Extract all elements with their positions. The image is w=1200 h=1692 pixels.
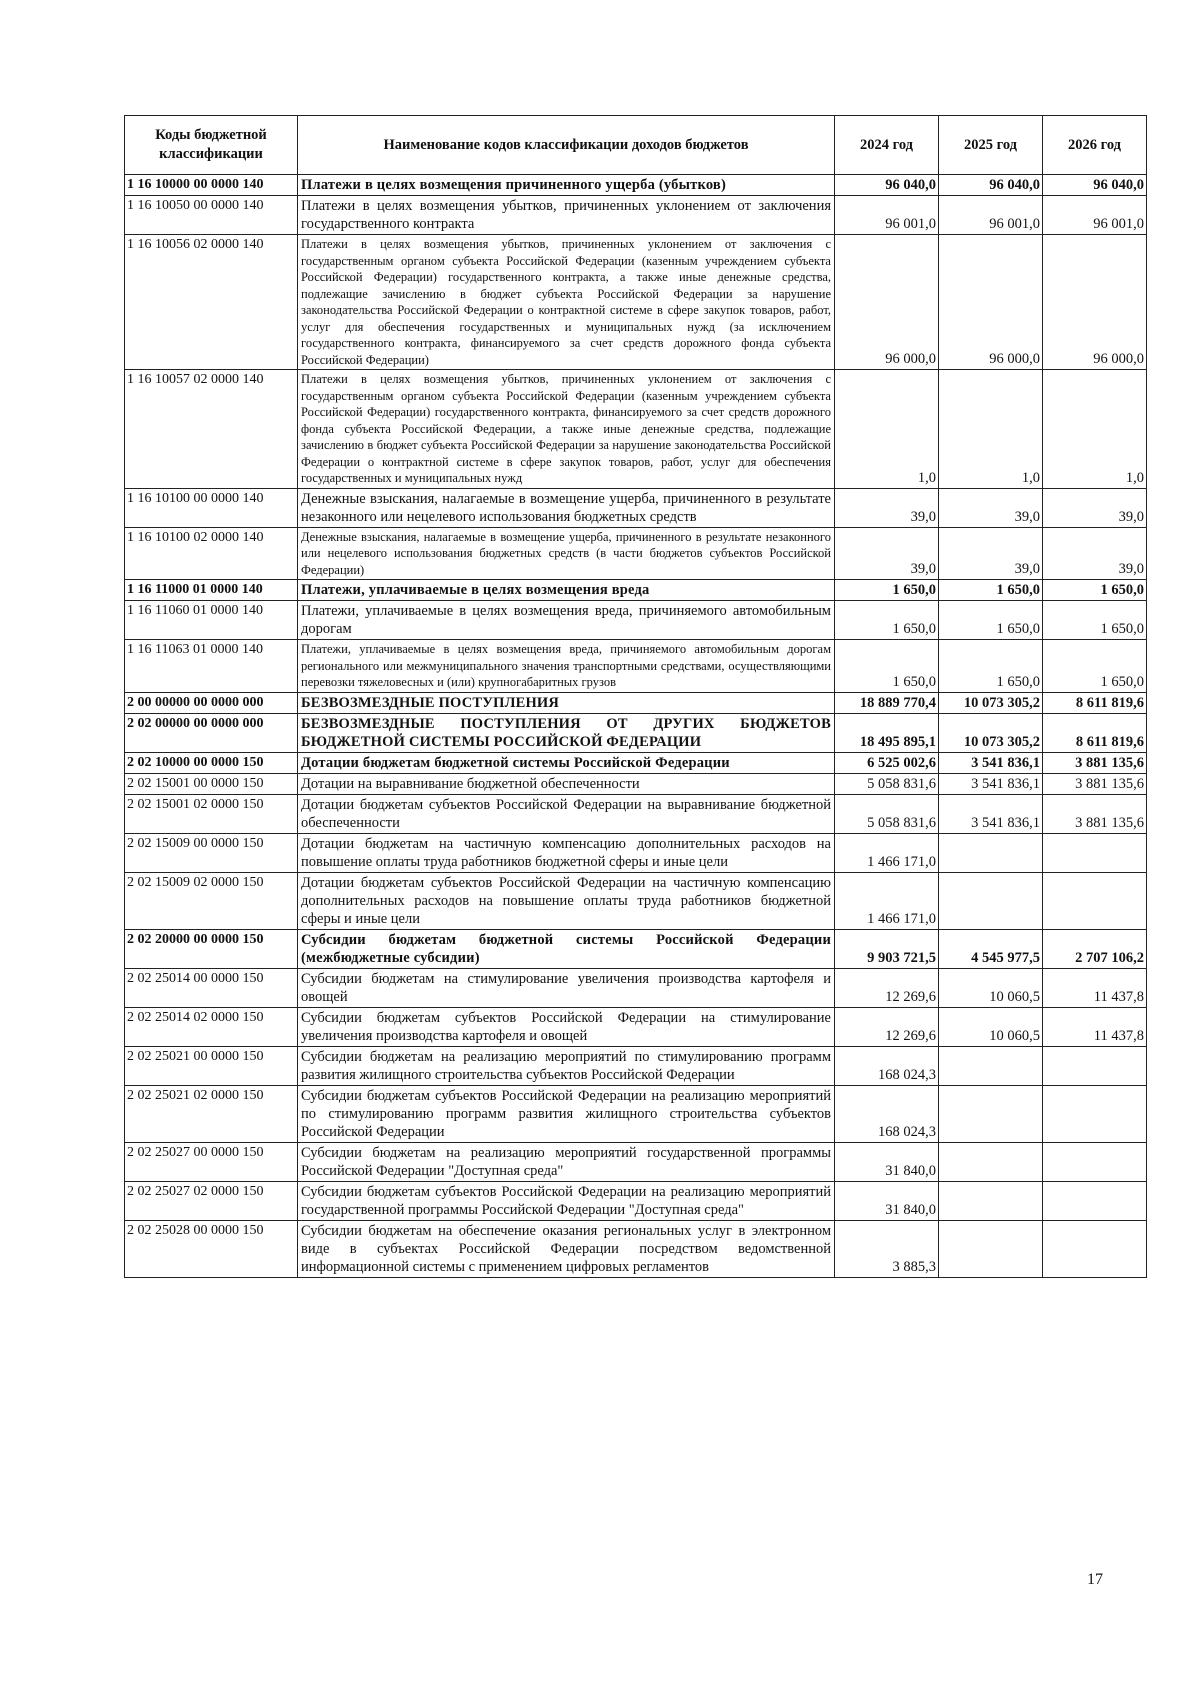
row-value-2025: 3 541 836,1 (939, 773, 1043, 794)
row-name: БЕЗВОЗМЕЗДНЫЕ ПОСТУПЛЕНИЯ ОТ ДРУГИХ БЮДЖЕТОВ БЮДЖЕТНОЙ СИСТЕМЫ РОССИЙСКОЙ ФЕДЕРАЦИИ (298, 713, 835, 752)
row-name: Платежи в целях возмещения причиненного ущерба (убытков) (298, 175, 835, 196)
row-value-2026: 3 881 135,6 (1043, 794, 1147, 833)
header-name: Наименование кодов классификации доходов бюджетов (298, 116, 835, 175)
row-name: Платежи в целях возмещения убытков, причиненных уклонением от заключения с государственным органом субъекта Российской Федерации (казенным учреждением субъекта Российской Федерации) государственного контракта, а также иные денежные средства, подлежащие зачислению в бюджет субъекта Российской Федерации за нарушение законодательства Российской Федерации о контрактной системе в сфере закупок товаров, работ, услуг для обеспечения государственных и муниципальных нужд (за исключением государственного контракта, финансируемого за счет средств дорожного фонда субъекта Российской Федерации) (298, 235, 835, 370)
row-value-2024: 96 000,0 (835, 235, 939, 370)
table-row (125, 601, 1147, 640)
row-name: Дотации бюджетам на частичную компенсацию дополнительных расходов на повышение оплаты труда работников бюджетной сферы и иные цели (298, 833, 835, 872)
row-name: Платежи в целях возмещения убытков, причиненных уклонением от заключения государственного контракта (298, 196, 835, 235)
table-row (125, 1085, 1147, 1142)
row-value-2025: 1,0 (939, 370, 1043, 489)
header-2026: 2026 год (1043, 116, 1147, 175)
table-row (125, 175, 1147, 196)
row-name: Субсидии бюджетам субъектов Российской Федерации на реализацию мероприятий государственной программы Российской Федерации "Доступная среда" (298, 1181, 835, 1220)
row-value-2025: 10 073 305,2 (939, 713, 1043, 752)
row-code: 2 02 25028 00 0000 150 (125, 1220, 298, 1277)
row-value-2026: 96 000,0 (1043, 235, 1147, 370)
row-name: Платежи, уплачиваемые в целях возмещения вреда, причиняемого автомобильным дорогам регионального или межмуниципального значения транспортными средствами, осуществляющими перевозки тяжеловесных и (или) крупногабаритных грузов (298, 640, 835, 693)
row-code: 1 16 11000 01 0000 140 (125, 580, 298, 601)
row-code: 1 16 10100 00 0000 140 (125, 488, 298, 527)
row-code: 2 00 00000 00 0000 000 (125, 692, 298, 713)
table-row (125, 752, 1147, 773)
row-value-2026 (1043, 833, 1147, 872)
table-row (125, 833, 1147, 872)
table-row (125, 640, 1147, 693)
row-value-2025 (939, 1085, 1043, 1142)
row-value-2026: 39,0 (1043, 527, 1147, 580)
table-row (125, 1007, 1147, 1046)
row-value-2025 (939, 1046, 1043, 1085)
page-number: 17 (1087, 1571, 1103, 1588)
row-value-2024: 31 840,0 (835, 1142, 939, 1181)
row-value-2026 (1043, 1085, 1147, 1142)
row-name: Платежи, уплачиваемые в целях возмещения вреда, причиняемого автомобильным дорогам (298, 601, 835, 640)
table-row (125, 235, 1147, 370)
row-value-2025: 1 650,0 (939, 580, 1043, 601)
row-value-2024: 12 269,6 (835, 1007, 939, 1046)
row-code: 1 16 11063 01 0000 140 (125, 640, 298, 693)
row-code: 2 02 25021 00 0000 150 (125, 1046, 298, 1085)
table-row (125, 1046, 1147, 1085)
header-code: Коды бюджетной классификации (125, 116, 298, 175)
row-name: Субсидии бюджетам субъектов Российской Федерации на реализацию мероприятий по стимулированию программ развития жилищного строительства субъектов Российской Федерации (298, 1085, 835, 1142)
row-code: 2 02 10000 00 0000 150 (125, 752, 298, 773)
row-code: 2 02 15009 00 0000 150 (125, 833, 298, 872)
revenue-classification-table (124, 115, 1147, 1278)
row-name: Субсидии бюджетам на обеспечение оказания региональных услуг в электронном виде в субъектах Российской Федерации посредством ведомственной информационной системы с применением цифровых регламентов (298, 1220, 835, 1277)
row-value-2025 (939, 1181, 1043, 1220)
row-code: 2 02 15001 02 0000 150 (125, 794, 298, 833)
row-value-2026: 1,0 (1043, 370, 1147, 489)
row-value-2024: 168 024,3 (835, 1046, 939, 1085)
row-value-2024: 1 466 171,0 (835, 833, 939, 872)
row-code: 2 02 25027 02 0000 150 (125, 1181, 298, 1220)
row-name: Платежи, уплачиваемые в целях возмещения вреда (298, 580, 835, 601)
table-row (125, 773, 1147, 794)
table-row (125, 527, 1147, 580)
row-value-2026: 11 437,8 (1043, 968, 1147, 1007)
row-value-2024: 12 269,6 (835, 968, 939, 1007)
row-name: Дотации бюджетам субъектов Российской Федерации на частичную компенсацию дополнительных расходов на повышение оплаты труда работников бюджетной сферы и иные цели (298, 872, 835, 929)
row-name: Денежные взыскания, налагаемые в возмещение ущерба, причиненного в результате незаконного или нецелевого использования бюджетных средств (298, 488, 835, 527)
row-value-2026 (1043, 1181, 1147, 1220)
row-value-2024: 1 650,0 (835, 580, 939, 601)
row-name: Субсидии бюджетам на реализацию мероприятий государственной программы Российской Федерации "Доступная среда" (298, 1142, 835, 1181)
row-value-2025: 1 650,0 (939, 601, 1043, 640)
row-value-2024: 39,0 (835, 488, 939, 527)
row-name: Платежи в целях возмещения убытков, причиненных уклонением от заключения с государственным органом субъекта Российской Федерации (казенным учреждением субъекта Российской Федерации) государственного контракта, финансируемого за счет средств дорожного фонда субъекта Российской Федерации, а также иные денежные средства, подлежащие зачислению в бюджет субъекта Российской Федерации за нарушение законодательства Российской Федерации о контрактной системе в сфере закупок товаров, работ, услуг для обеспечения государственных и муниципальных нужд (298, 370, 835, 489)
row-code: 1 16 10057 02 0000 140 (125, 370, 298, 489)
table-row (125, 1220, 1147, 1277)
row-value-2026: 8 611 819,6 (1043, 692, 1147, 713)
row-code: 1 16 10100 02 0000 140 (125, 527, 298, 580)
row-value-2026: 1 650,0 (1043, 640, 1147, 693)
row-value-2024: 39,0 (835, 527, 939, 580)
row-value-2024: 96 001,0 (835, 196, 939, 235)
row-code: 1 16 10050 00 0000 140 (125, 196, 298, 235)
table-row (125, 713, 1147, 752)
row-value-2025: 3 541 836,1 (939, 752, 1043, 773)
row-value-2024: 5 058 831,6 (835, 773, 939, 794)
table-row (125, 929, 1147, 968)
row-code: 2 02 15001 00 0000 150 (125, 773, 298, 794)
row-name: Дотации бюджетам бюджетной системы Российской Федерации (298, 752, 835, 773)
row-value-2025: 39,0 (939, 527, 1043, 580)
row-value-2025 (939, 872, 1043, 929)
row-value-2024: 1 650,0 (835, 601, 939, 640)
row-name: Дотации бюджетам субъектов Российской Федерации на выравнивание бюджетной обеспеченности (298, 794, 835, 833)
row-name: Денежные взыскания, налагаемые в возмещение ущерба, причиненного в результате незаконного или нецелевого использования бюджетных средств (в части бюджетов субъектов Российской Федерации) (298, 527, 835, 580)
row-value-2024: 3 885,3 (835, 1220, 939, 1277)
row-value-2024: 18 889 770,4 (835, 692, 939, 713)
row-value-2024: 1,0 (835, 370, 939, 489)
row-value-2024: 5 058 831,6 (835, 794, 939, 833)
row-code: 1 16 10056 02 0000 140 (125, 235, 298, 370)
table-row (125, 580, 1147, 601)
row-code: 1 16 10000 00 0000 140 (125, 175, 298, 196)
row-code: 2 02 20000 00 0000 150 (125, 929, 298, 968)
row-name: Дотации на выравнивание бюджетной обеспеченности (298, 773, 835, 794)
header-2024: 2024 год (835, 116, 939, 175)
row-value-2026: 96 001,0 (1043, 196, 1147, 235)
row-value-2024: 6 525 002,6 (835, 752, 939, 773)
row-value-2026: 1 650,0 (1043, 601, 1147, 640)
row-value-2026: 2 707 106,2 (1043, 929, 1147, 968)
row-value-2024: 1 466 171,0 (835, 872, 939, 929)
row-value-2026: 3 881 135,6 (1043, 752, 1147, 773)
row-value-2024: 9 903 721,5 (835, 929, 939, 968)
row-value-2025 (939, 1142, 1043, 1181)
row-value-2026: 3 881 135,6 (1043, 773, 1147, 794)
row-value-2026: 11 437,8 (1043, 1007, 1147, 1046)
row-value-2025: 10 060,5 (939, 1007, 1043, 1046)
row-code: 2 02 25014 00 0000 150 (125, 968, 298, 1007)
row-code: 2 02 15009 02 0000 150 (125, 872, 298, 929)
table-row (125, 1181, 1147, 1220)
row-value-2024: 96 040,0 (835, 175, 939, 196)
table-row (125, 692, 1147, 713)
row-value-2024: 168 024,3 (835, 1085, 939, 1142)
row-name: Субсидии бюджетам на стимулирование увеличения производства картофеля и овощей (298, 968, 835, 1007)
header-2025: 2025 год (939, 116, 1043, 175)
row-code: 2 02 25014 02 0000 150 (125, 1007, 298, 1046)
row-code: 2 02 25021 02 0000 150 (125, 1085, 298, 1142)
row-value-2025: 96 001,0 (939, 196, 1043, 235)
row-value-2025: 10 073 305,2 (939, 692, 1043, 713)
row-value-2025: 39,0 (939, 488, 1043, 527)
row-value-2025: 10 060,5 (939, 968, 1043, 1007)
table-row (125, 370, 1147, 489)
table-row (125, 872, 1147, 929)
row-value-2026 (1043, 872, 1147, 929)
row-value-2026: 96 040,0 (1043, 175, 1147, 196)
row-value-2026 (1043, 1220, 1147, 1277)
row-value-2025: 3 541 836,1 (939, 794, 1043, 833)
row-value-2026: 39,0 (1043, 488, 1147, 527)
row-name: Субсидии бюджетам бюджетной системы Российской Федерации (межбюджетные субсидии) (298, 929, 835, 968)
row-name: БЕЗВОЗМЕЗДНЫЕ ПОСТУПЛЕНИЯ (298, 692, 835, 713)
row-value-2025: 96 040,0 (939, 175, 1043, 196)
row-value-2024: 18 495 895,1 (835, 713, 939, 752)
row-value-2026: 1 650,0 (1043, 580, 1147, 601)
table-row (125, 488, 1147, 527)
row-code: 2 02 25027 00 0000 150 (125, 1142, 298, 1181)
row-value-2026 (1043, 1046, 1147, 1085)
row-name: Субсидии бюджетам субъектов Российской Федерации на стимулирование увеличения производства картофеля и овощей (298, 1007, 835, 1046)
table-row (125, 794, 1147, 833)
table-row (125, 1142, 1147, 1181)
row-code: 2 02 00000 00 0000 000 (125, 713, 298, 752)
row-value-2024: 1 650,0 (835, 640, 939, 693)
table-row (125, 968, 1147, 1007)
table-row (125, 196, 1147, 235)
row-value-2025: 4 545 977,5 (939, 929, 1043, 968)
row-name: Субсидии бюджетам на реализацию мероприятий по стимулированию программ развития жилищного строительства субъектов Российской Федерации (298, 1046, 835, 1085)
row-value-2025: 96 000,0 (939, 235, 1043, 370)
row-value-2026 (1043, 1142, 1147, 1181)
row-code: 1 16 11060 01 0000 140 (125, 601, 298, 640)
row-value-2025: 1 650,0 (939, 640, 1043, 693)
table-header-row (125, 116, 1147, 175)
row-value-2024: 31 840,0 (835, 1181, 939, 1220)
row-value-2025 (939, 833, 1043, 872)
row-value-2026: 8 611 819,6 (1043, 713, 1147, 752)
row-value-2025 (939, 1220, 1043, 1277)
